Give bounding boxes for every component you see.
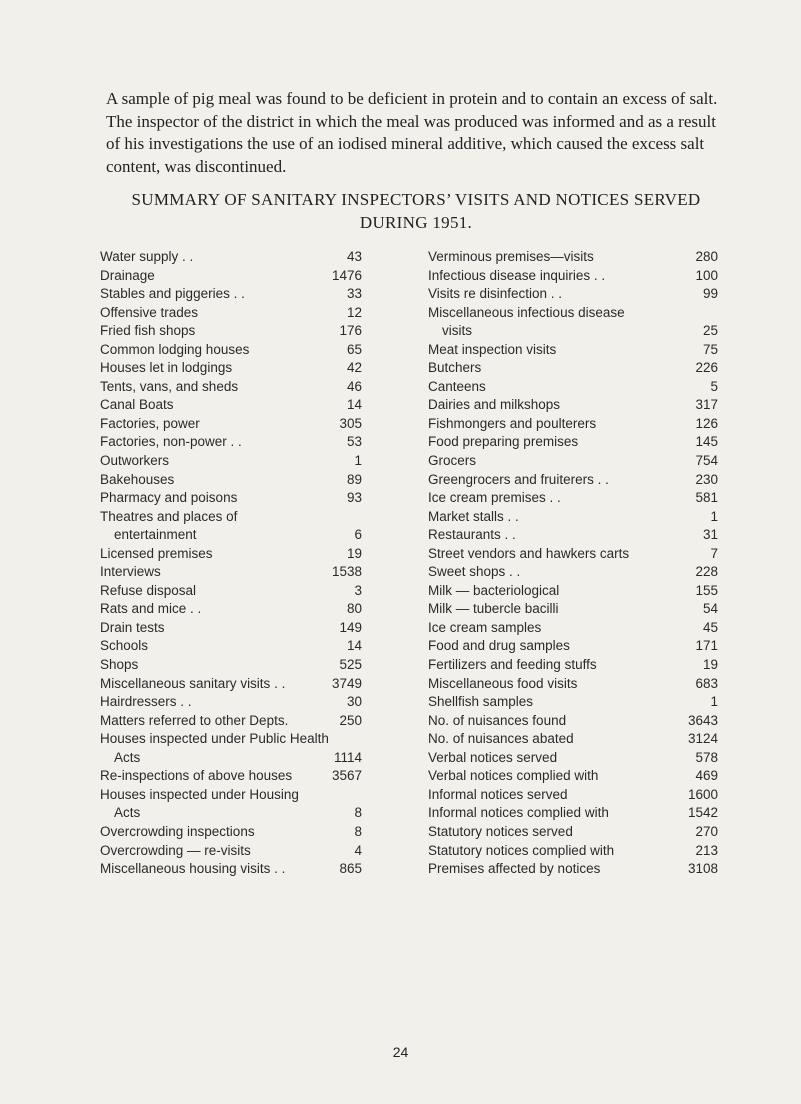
intro-paragraph: A sample of pig meal was found to be deficient in protein and to contain an excess of salt. The inspector of the district in which the meal was produced was informed and as a result of his investigations the use of an iodised mineral additive, which caused the excess salt content, was discontinued.	[106, 89, 718, 176]
row-label: Re-inspections of above houses	[100, 768, 293, 784]
table-row	[428, 563, 718, 582]
table-row	[100, 396, 362, 415]
row-label: Miscellaneous infectious disease	[428, 304, 625, 320]
row-label: Butchers	[428, 360, 482, 376]
row-value: 226	[695, 360, 718, 376]
row-label: Food and drug samples	[428, 638, 570, 654]
row-label: Stables and piggeries . .	[100, 286, 245, 302]
row-value: 43	[346, 249, 362, 264]
row-label: entertainment	[114, 527, 197, 543]
row-label: Tents, vans, and sheds	[100, 378, 239, 394]
row-label: Informal notices served	[428, 786, 568, 802]
row-label: Factories, power	[100, 415, 200, 431]
row-value: 1114	[333, 749, 362, 765]
table-row	[100, 842, 362, 861]
row-label: Acts	[114, 805, 141, 821]
row-value: 14	[346, 397, 362, 413]
row-label: Verbal notices complied with	[428, 768, 599, 784]
row-value: 4	[354, 842, 362, 858]
row-value: 1	[710, 508, 718, 524]
table-row	[428, 749, 718, 768]
table-row	[428, 452, 718, 471]
row-value: 1542	[687, 805, 718, 821]
row-value: 228	[695, 564, 718, 580]
row-value: 3643	[687, 712, 718, 728]
table-row	[100, 804, 362, 823]
table-row	[100, 712, 362, 731]
row-label: Food preparing premises	[428, 434, 579, 450]
row-value: 3749	[331, 675, 362, 691]
table-row	[428, 322, 718, 341]
row-label: Overcrowding — re-visits	[100, 842, 251, 858]
row-value: 89	[346, 471, 362, 487]
row-label: Greengrocers and fruiterers . .	[428, 471, 609, 487]
row-label: Overcrowding inspections	[100, 823, 255, 839]
row-label: Meat inspection visits	[428, 341, 557, 357]
table-row	[100, 322, 362, 341]
table-row	[100, 452, 362, 471]
row-value: 53	[346, 434, 362, 450]
table-row	[100, 656, 362, 675]
table-row	[100, 285, 362, 304]
row-value: 93	[346, 490, 362, 506]
row-label: Houses inspected under Housing	[100, 786, 299, 802]
row-label: Verminous premises—visits	[428, 249, 594, 264]
row-label: Miscellaneous food visits	[428, 675, 578, 691]
row-value: 45	[702, 619, 718, 635]
row-value: 3108	[687, 861, 718, 877]
table-row	[428, 248, 718, 267]
row-value: 80	[346, 601, 362, 617]
row-label: Drainage	[100, 267, 155, 283]
table-row	[428, 545, 718, 564]
row-value: 65	[346, 341, 362, 357]
row-value: 31	[702, 527, 718, 543]
row-value: 280	[695, 249, 718, 264]
summary-title-line-1: SUMMARY OF SANITARY INSPECTORS’ VISITS AND NOTICES SERVED	[131, 190, 701, 209]
row-value: 1600	[687, 786, 718, 802]
row-value: 46	[346, 378, 362, 394]
table-row	[428, 471, 718, 490]
row-label: Visits re disinfection . .	[428, 286, 563, 302]
row-label: Hairdressers . .	[100, 694, 192, 710]
row-value: 578	[695, 749, 718, 765]
row-label: Ice cream premises . .	[428, 490, 561, 506]
table-row	[100, 600, 362, 619]
table-row	[100, 359, 362, 378]
table-row	[428, 267, 718, 286]
row-value: 14	[346, 638, 362, 654]
table-row	[428, 637, 718, 656]
row-value: 126	[695, 415, 718, 431]
row-value: 8	[354, 823, 362, 839]
row-value: 100	[695, 267, 718, 283]
row-value: 1	[354, 453, 362, 469]
table-row	[428, 675, 718, 694]
row-value: 171	[695, 638, 718, 654]
row-value: 33	[346, 286, 362, 302]
row-value: 75	[702, 341, 718, 357]
row-value: 3124	[687, 731, 718, 747]
row-label: Acts	[114, 749, 141, 765]
table-row	[100, 526, 362, 545]
row-value: 317	[695, 397, 718, 413]
row-label: Milk — bacteriological	[428, 582, 560, 598]
table-row	[428, 786, 718, 805]
table-row	[100, 860, 362, 879]
row-label: Refuse disposal	[100, 582, 197, 598]
row-label: Milk — tubercle bacilli	[428, 601, 559, 617]
row-value: 6	[354, 527, 362, 543]
table-row	[428, 415, 718, 434]
table-row	[100, 433, 362, 452]
row-value: 250	[339, 712, 362, 728]
table-row	[428, 359, 718, 378]
table-row	[428, 712, 718, 731]
row-value: 683	[695, 675, 718, 691]
table-row	[428, 619, 718, 638]
row-value: 230	[695, 471, 718, 487]
row-value: 25	[702, 323, 718, 339]
row-label: Water supply . .	[100, 249, 194, 264]
table-row	[100, 767, 362, 786]
row-label: Matters referred to other Depts.	[100, 712, 289, 728]
row-value: 305	[339, 415, 362, 431]
row-label: Theatres and places of	[100, 508, 238, 524]
row-label: Pharmacy and poisons	[100, 490, 238, 506]
row-label: Statutory notices complied with	[428, 842, 615, 858]
table-row	[100, 304, 362, 323]
row-value: 865	[339, 861, 362, 877]
row-label: Canal Boats	[100, 397, 174, 413]
summary-title-line-2: DURING 1951.	[359, 213, 473, 232]
row-label: Licensed premises	[100, 545, 213, 561]
table-row	[428, 730, 718, 749]
row-label: Street vendors and hawkers carts	[428, 545, 630, 561]
row-label: Restaurants . .	[428, 527, 516, 543]
row-label: Fertilizers and feeding stuffs	[428, 657, 597, 673]
table-row	[428, 860, 718, 879]
table-row	[100, 582, 362, 601]
table-row	[428, 508, 718, 527]
row-label: Rats and mice . .	[100, 601, 202, 617]
row-value: 270	[695, 823, 718, 839]
row-label: Factories, non-power . .	[100, 434, 242, 450]
table-row	[100, 471, 362, 490]
row-value: 213	[695, 842, 718, 858]
table-row	[428, 600, 718, 619]
row-value: 7	[710, 545, 718, 561]
row-label: Statutory notices served	[428, 823, 573, 839]
row-label: Offensive trades	[100, 304, 199, 320]
table-row	[100, 563, 362, 582]
row-label: Miscellaneous housing visits . .	[100, 861, 286, 877]
row-label: Verbal notices served	[428, 749, 558, 765]
table-row	[428, 285, 718, 304]
row-label: Market stalls . .	[428, 508, 519, 524]
row-value: 145	[695, 434, 718, 450]
row-label: Fried fish shops	[100, 323, 196, 339]
row-value: 5	[710, 378, 718, 394]
row-value: 581	[695, 490, 718, 506]
row-label: visits	[442, 323, 472, 339]
row-value: 1	[710, 694, 718, 710]
row-value: 3	[354, 582, 362, 598]
row-value: 155	[695, 582, 718, 598]
table-row	[100, 637, 362, 656]
row-value: 1538	[331, 564, 362, 580]
row-label: Common lodging houses	[100, 341, 250, 357]
row-label: Sweet shops . .	[428, 564, 521, 580]
row-label: Shops	[100, 657, 139, 673]
row-label: Interviews	[100, 564, 161, 580]
row-value: 149	[339, 619, 362, 635]
row-label: Grocers	[428, 453, 477, 469]
table-row	[428, 378, 718, 397]
row-value: 42	[346, 360, 362, 376]
row-label: Ice cream samples	[428, 619, 542, 635]
row-value: 3567	[331, 768, 362, 784]
table-row	[100, 489, 362, 508]
row-label: Outworkers	[100, 453, 170, 469]
table-row	[428, 656, 718, 675]
table-row	[100, 341, 362, 360]
row-label: Fishmongers and poulterers	[428, 415, 597, 431]
row-label: Schools	[100, 638, 149, 654]
row-value: 12	[346, 304, 362, 320]
table-row	[100, 749, 362, 768]
row-label: Houses let in lodgings	[100, 360, 233, 376]
table-row	[428, 304, 718, 323]
table-row	[100, 508, 362, 527]
row-label: Bakehouses	[100, 471, 175, 487]
row-label: No. of nuisances found	[428, 712, 567, 728]
summary-title	[96, 188, 736, 234]
table-row	[100, 267, 362, 286]
row-value: 19	[702, 657, 718, 673]
left-column	[100, 248, 362, 879]
row-label: Infectious disease inquiries . .	[428, 267, 606, 283]
row-value: 1476	[331, 267, 362, 283]
table-row	[428, 396, 718, 415]
table-row	[428, 433, 718, 452]
table-row	[100, 693, 362, 712]
row-label: No. of nuisances abated	[428, 731, 574, 747]
row-value: 469	[695, 768, 718, 784]
table-row	[428, 804, 718, 823]
row-label: Houses inspected under Public Health	[100, 731, 329, 747]
row-label: Premises affected by notices	[428, 861, 601, 877]
right-column	[428, 248, 718, 879]
row-label: Shellfish samples	[428, 694, 534, 710]
row-label: Drain tests	[100, 619, 165, 635]
row-value: 8	[354, 805, 362, 821]
table-row	[100, 730, 362, 749]
row-value: 19	[346, 545, 362, 561]
table-row	[100, 675, 362, 694]
row-value: 54	[702, 601, 718, 617]
table-row	[428, 767, 718, 786]
row-value: 99	[702, 286, 718, 302]
row-label: Miscellaneous sanitary visits . .	[100, 675, 286, 691]
page-number: 24	[392, 1044, 409, 1060]
row-label: Canteens	[428, 378, 486, 394]
row-value: 525	[339, 657, 362, 673]
table-row	[428, 693, 718, 712]
row-label: Dairies and milkshops	[428, 397, 561, 413]
table-row	[428, 823, 718, 842]
table-row	[100, 619, 362, 638]
table-row	[100, 248, 362, 267]
table-row	[428, 489, 718, 508]
table-row	[100, 378, 362, 397]
table-row	[100, 823, 362, 842]
row-value: 754	[695, 453, 718, 469]
table-row	[428, 341, 718, 360]
table-row	[428, 526, 718, 545]
table-row	[100, 545, 362, 564]
table-row	[100, 786, 362, 805]
table-row	[100, 415, 362, 434]
row-value: 176	[339, 323, 362, 339]
table-row	[428, 842, 718, 861]
table-row	[428, 582, 718, 601]
row-value: 30	[346, 694, 362, 710]
row-label: Informal notices complied with	[428, 805, 609, 821]
